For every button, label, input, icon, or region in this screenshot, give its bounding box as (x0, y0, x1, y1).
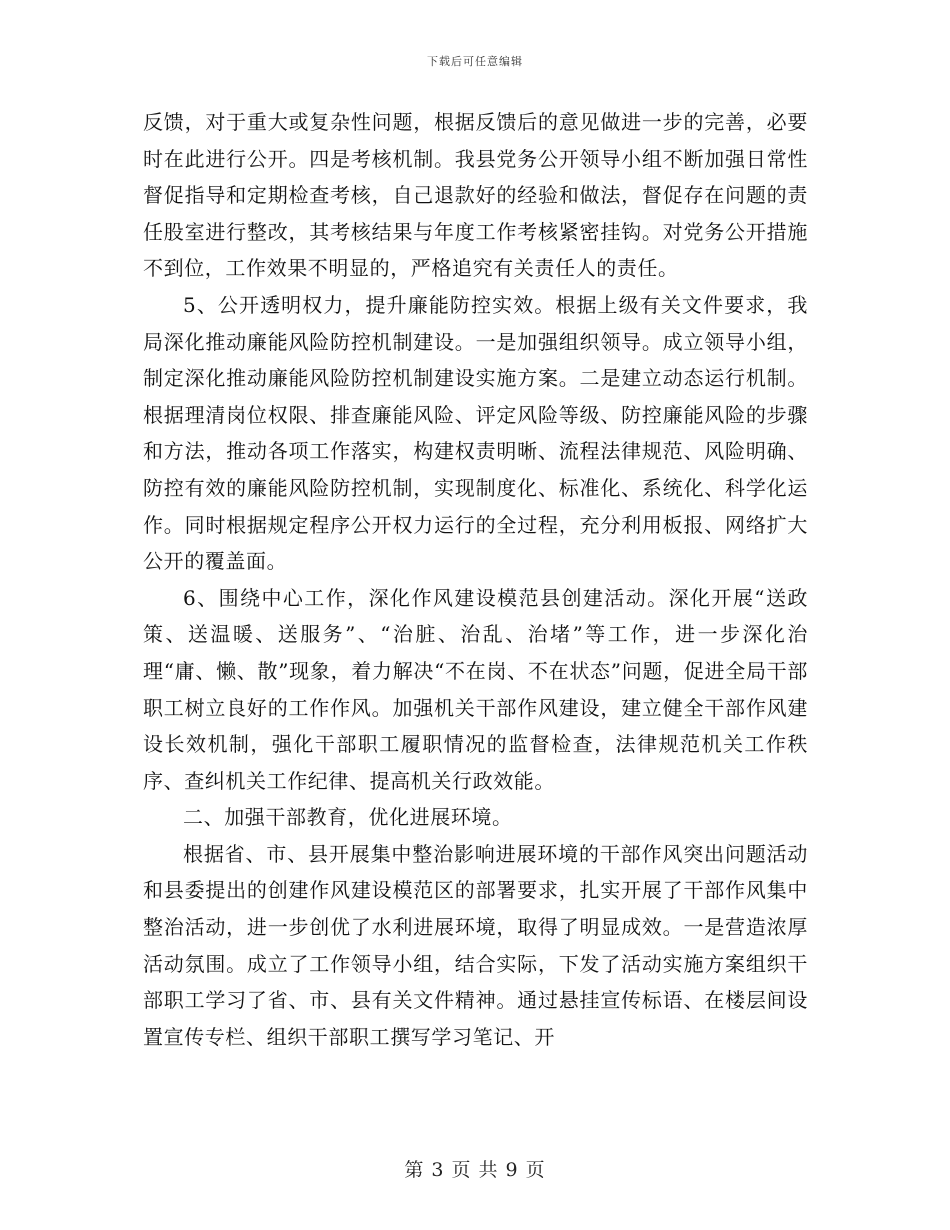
paragraph-3: 6、围绕中心工作，深化作风建设模范县创建活动。深化开展“送政策、送温暖、送服务”、“治脏、治乱、治堵”等工作，进一步深化治理“庸、懒、散”现象，着力解决“不在岗、不在状态”问题，促进全局干部职工树立良好的工作作风。加强机关干部作风建设，建立健全干部作风建设长效机制，强化干部职工履职情况的监督检查，法律规范机关工作秩序、查纠机关工作纪律、提高机关行政效能。 (143, 585, 808, 793)
document-body (143, 104, 808, 1055)
page-header-note: 下载后可任意编辑 (427, 55, 523, 68)
page-number: 第 3 页 共 9 页 (404, 1159, 546, 1181)
paragraph-2: 5、公开透明权力，提升廉能防控实效。根据上级有关文件要求，我局深化推动廉能风险防控机制建设。一是加强组织领导。成立领导小组，制定深化推动廉能风险防控机制建设实施方案。二是建立动态运行机制。根据理清岗位权限、排查廉能风险、评定风险等级、防控廉能风险的步骤和方法，推动各项工作落实，构建权责明晰、流程法律规范、风险明确、防控有效的廉能风险防控机制，实现制度化、标准化、系统化、科学化运作。同时根据规定程序公开权力运行的全过程，充分利用板报、网络扩大公开的覆盖面。 (143, 292, 808, 574)
paragraph-1: 反馈，对于重大或复杂性问题，根据反馈后的意见做进一步的完善，必要时在此进行公开。四是考核机制。我县党务公开领导小组不断加强日常性督促指导和定期检查考核，自己退款好的经验和做法，督促存在问题的责任股室进行整改，其考核结果与年度工作考核紧密挂钩。对党务公开措施不到位，工作效果不明显的，严格追究有关责任人的责任。 (143, 110, 808, 281)
paragraph-5: 根据省、市、县开展集中整治影响进展环境的干部作风突出问题活动和县委提出的创建作风建设模范区的部署要求，扎实开展了干部作风集中整治活动，进一步创优了水利进展环境，取得了明显成效。一是营造浓厚活动氛围。成立了工作领导小组，结合实际，下发了活动实施方案组织干部职工学习了省、市、县有关文件精神。通过悬挂宣传标语、在楼层间设置宣传专栏、组织干部职工撰写学习笔记、开 (143, 841, 808, 1049)
section-heading: 二、加强干部教育，优化进展环境。 (183, 805, 513, 830)
